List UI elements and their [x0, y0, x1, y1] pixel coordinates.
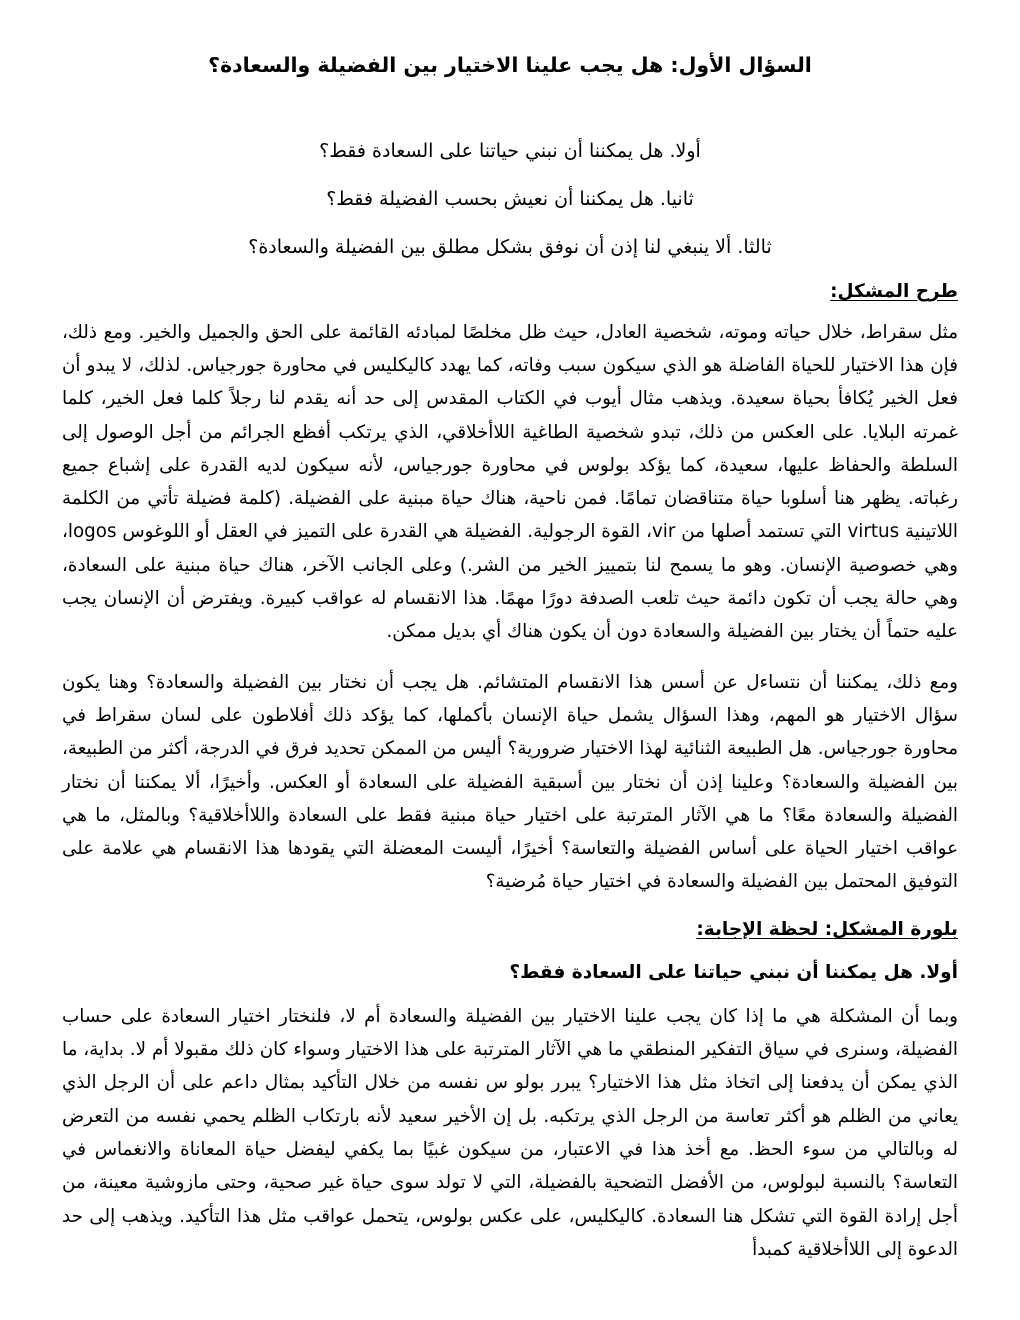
list-item: ثانيا. هل يمكننا أن نعيش بحسب الفضيلة فقط؟: [326, 187, 694, 210]
latin-term-virtus: virtus: [847, 521, 900, 543]
latin-term-vir: vir: [651, 521, 676, 543]
section-heading-answer: بلورة المشكل: لحظة الإجابة:: [696, 918, 958, 940]
section-heading-problem: طرح المشكل:: [830, 280, 958, 302]
paragraph-problem-statement: [62, 316, 958, 649]
page-title: السؤال الأول: هل يجب علينا الاختيار بين الفضيلة والسعادة؟: [208, 53, 812, 77]
intro-question-list: [62, 139, 958, 258]
paragraph-text-part: ، وهي خصوصية الإنسان. وهو ما يسمح لنا بتمييز الخير من الشر.) وعلى الجانب الآخر، هناك حياة مبنية على السعادة، وهي حالة يجب أن تكون دائمة حيث تلعب الصدفة دورًا مهمًا. هذا الانقسام له عواقب كبيرة. ويفترض أن الإنسان يجب عليه حتماً أن يختار بين الفضيلة والسعادة دون أن يكون هناك أي بديل ممكن.: [62, 521, 958, 643]
paragraph-text-part: مثل سقراط، خلال حياته وموته، شخصية العادل، حيث ظل مخلصًا لمبادئه القائمة على الحق والجميل والخير. ومع ذلك، فإن هذا الاختيار للحياة الفاضلة هو الذي سيكون سبب وفاته، كما يهدد كاليكليس في محاورة جورجياس. لذلك، لا يبدو أن فعل الخير يُكافأ بحياة سعيدة. ويذهب مثال أيوب في الكتاب المقدس إلى حد أنه يقدم لنا رجلاً كلما فعل الخير، كلما غمرته البلايا. على العكس من ذلك، تبدو شخصية الطاغية اللاأخلاقي، الذي يرتكب أفظع الجرائم من أجل الوصول إلى السلطة والحفاظ عليها، سعيدة، كما يؤكد بولوس في محاورة جورجياس، لأنه سيكون لديه القدرة على إشباع جميع رغباته. يظهر هنا أسلوبا حياة متناقضان تمامًا. فمن ناحية، هناك حياة مبنية على الفضيلة. (كلمة فضيلة تأتي من الكلمة اللاتينية: [62, 321, 958, 543]
paragraph-text-part: التي تستمد أصلها من: [675, 521, 848, 543]
list-item: ثالثا. ألا ينبغي لنا إذن أن نوفق بشكل مطلق بين الفضيلة والسعادة؟: [248, 235, 772, 258]
paragraph-answer-development: وبما أن المشكلة هي ما إذا كان يجب علينا الاختيار بين الفضيلة والسعادة أم لا، فلنختار اختيار السعادة على حساب الفضيلة، وسنرى في سياق التفكير المنطقي ما هي الآثار المترتبة على هذا الاختيار وسواء كان ذلك مقبولا أم لا. بداية، ما الذي يمكن أن يدفعنا إلى اتخاذ مثل هذا الاختيار؟ يبرر بولو س نفسه من خلال التأكيد بمثال داعم على أن الرجل الذي يعاني من الظلم هو أكثر تعاسة من الرجل الذي يرتكبه. بل إن الأخير سعيد لأنه بارتكاب الظلم يحمي نفسه من التعرض له وبالتالي من سوء الحظ. مع أخذ هذا في الاعتبار، من سيكون غبيًا بما يكفي ليفضل حياة المعاناة والانغماس في التعاسة؟ بالنسبة لبولوس، من الأفضل التضحية بالفضيلة، التي لا تولد سوى حياة غير صحية، وحتى مازوشية معينة، من أجل إرادة القوة التي تشكل هنا السعادة. كاليكليس، على عكس بولوس، يتحمل عواقب مثل هذا التأكيد. ويذهب إلى حد الدعوة إلى اللاأخلاقية كمبدأ: [62, 1005, 958, 1260]
sub-question-first: أولا. هل يمكننا أن نبني حياتنا على السعادة فقط؟: [509, 961, 958, 983]
paragraph-questioning: ومع ذلك، يمكننا أن نتساءل عن أسس هذا الانقسام المتشائم. هل يجب أن نختار بين الفضيلة والسعادة؟ وهنا يكون سؤال الاختيار هو المهم، وهذا السؤال يشمل حياة الإنسان بأكملها، كما يؤكد ذلك أفلاطون على لسان سقراط في محاورة جورجياس. هل الطبيعة الثنائية لهذا الاختيار ضرورية؟ أليس من الممكن تحديد فرق في الدرجة، أكثر من الطبيعة، بين الفضيلة والسعادة؟ وعلينا إذن أن نختار بين أسبقية الفضيلة على السعادة أو العكس. وأخيرًا، ألا يمكننا أن نختار الفضيلة والسعادة معًا؟ ما هي الآثار المترتبة على اختيار حياة مبنية فقط على السعادة واللاأخلاقية؟ وبالمثل، ما هي عواقب اختيار الحياة على أساس الفضيلة والتعاسة؟ أخيرًا، أليست المعضلة التي يقودها هذا الانقسام هي علامة على التوفيق المحتمل بين الفضيلة والسعادة في اختيار حياة مُرضية؟: [62, 671, 958, 893]
list-item: أولا. هل يمكننا أن نبني حياتنا على السعادة فقط؟: [319, 139, 701, 162]
paragraph-text-part: ، القوة الرجولية. الفضيلة هي القدرة على التميز في العقل أو اللوغوس: [116, 521, 652, 543]
latin-term-logos: logos: [67, 521, 117, 543]
